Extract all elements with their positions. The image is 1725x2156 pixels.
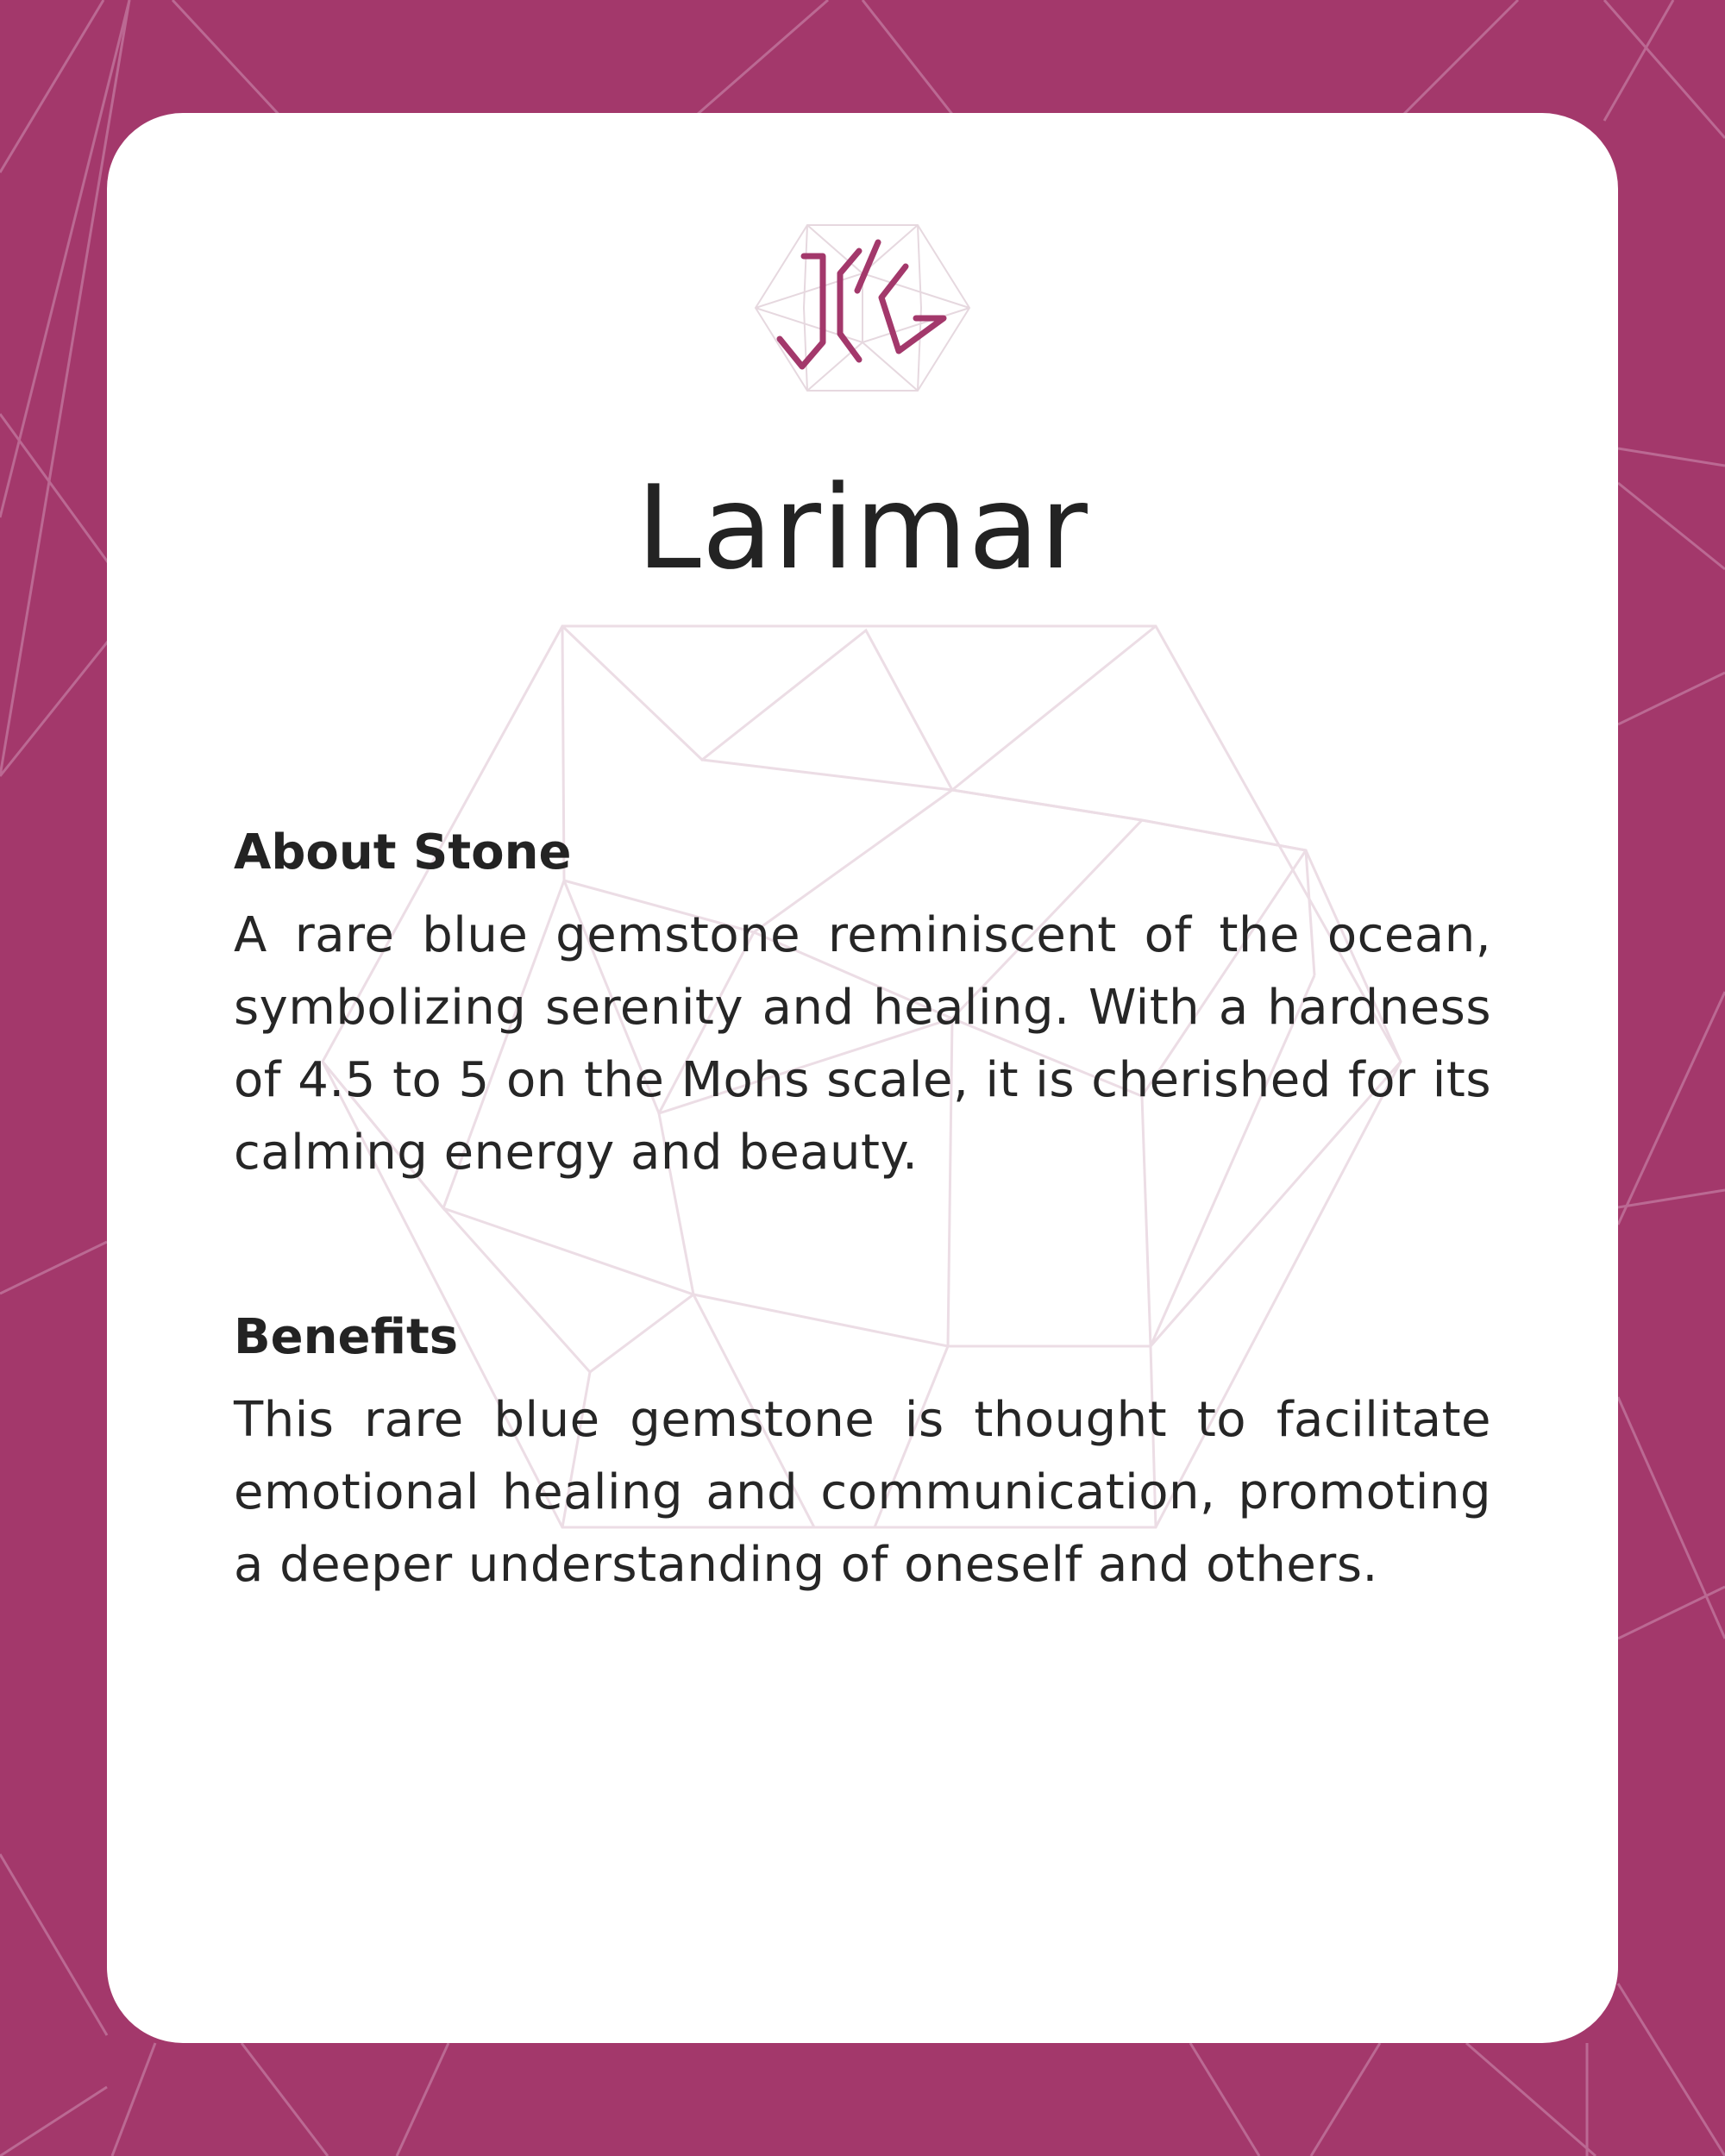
about-section bbox=[234, 824, 1491, 1189]
stone-name-title: Larimar bbox=[637, 461, 1088, 595]
benefits-heading: Benefits bbox=[234, 1309, 459, 1365]
brand-logo bbox=[752, 222, 973, 394]
benefits-section bbox=[234, 1309, 1491, 1601]
hexagon-gem-logo-icon bbox=[752, 222, 973, 394]
about-heading: About Stone bbox=[234, 824, 572, 881]
about-text: A rare blue gemstone reminiscent of the ocean, symbolizing serenity and healing. With a hardness of 4.5 to 5 on the Mohs scale, it is cherished for its calming energy and beauty. bbox=[234, 907, 1491, 1181]
stone-info-card bbox=[107, 113, 1618, 2043]
benefits-text: This rare blue gemstone is thought to facilitate emotional healing and communication, promoting a deeper understanding of oneself and others. bbox=[234, 1392, 1491, 1593]
